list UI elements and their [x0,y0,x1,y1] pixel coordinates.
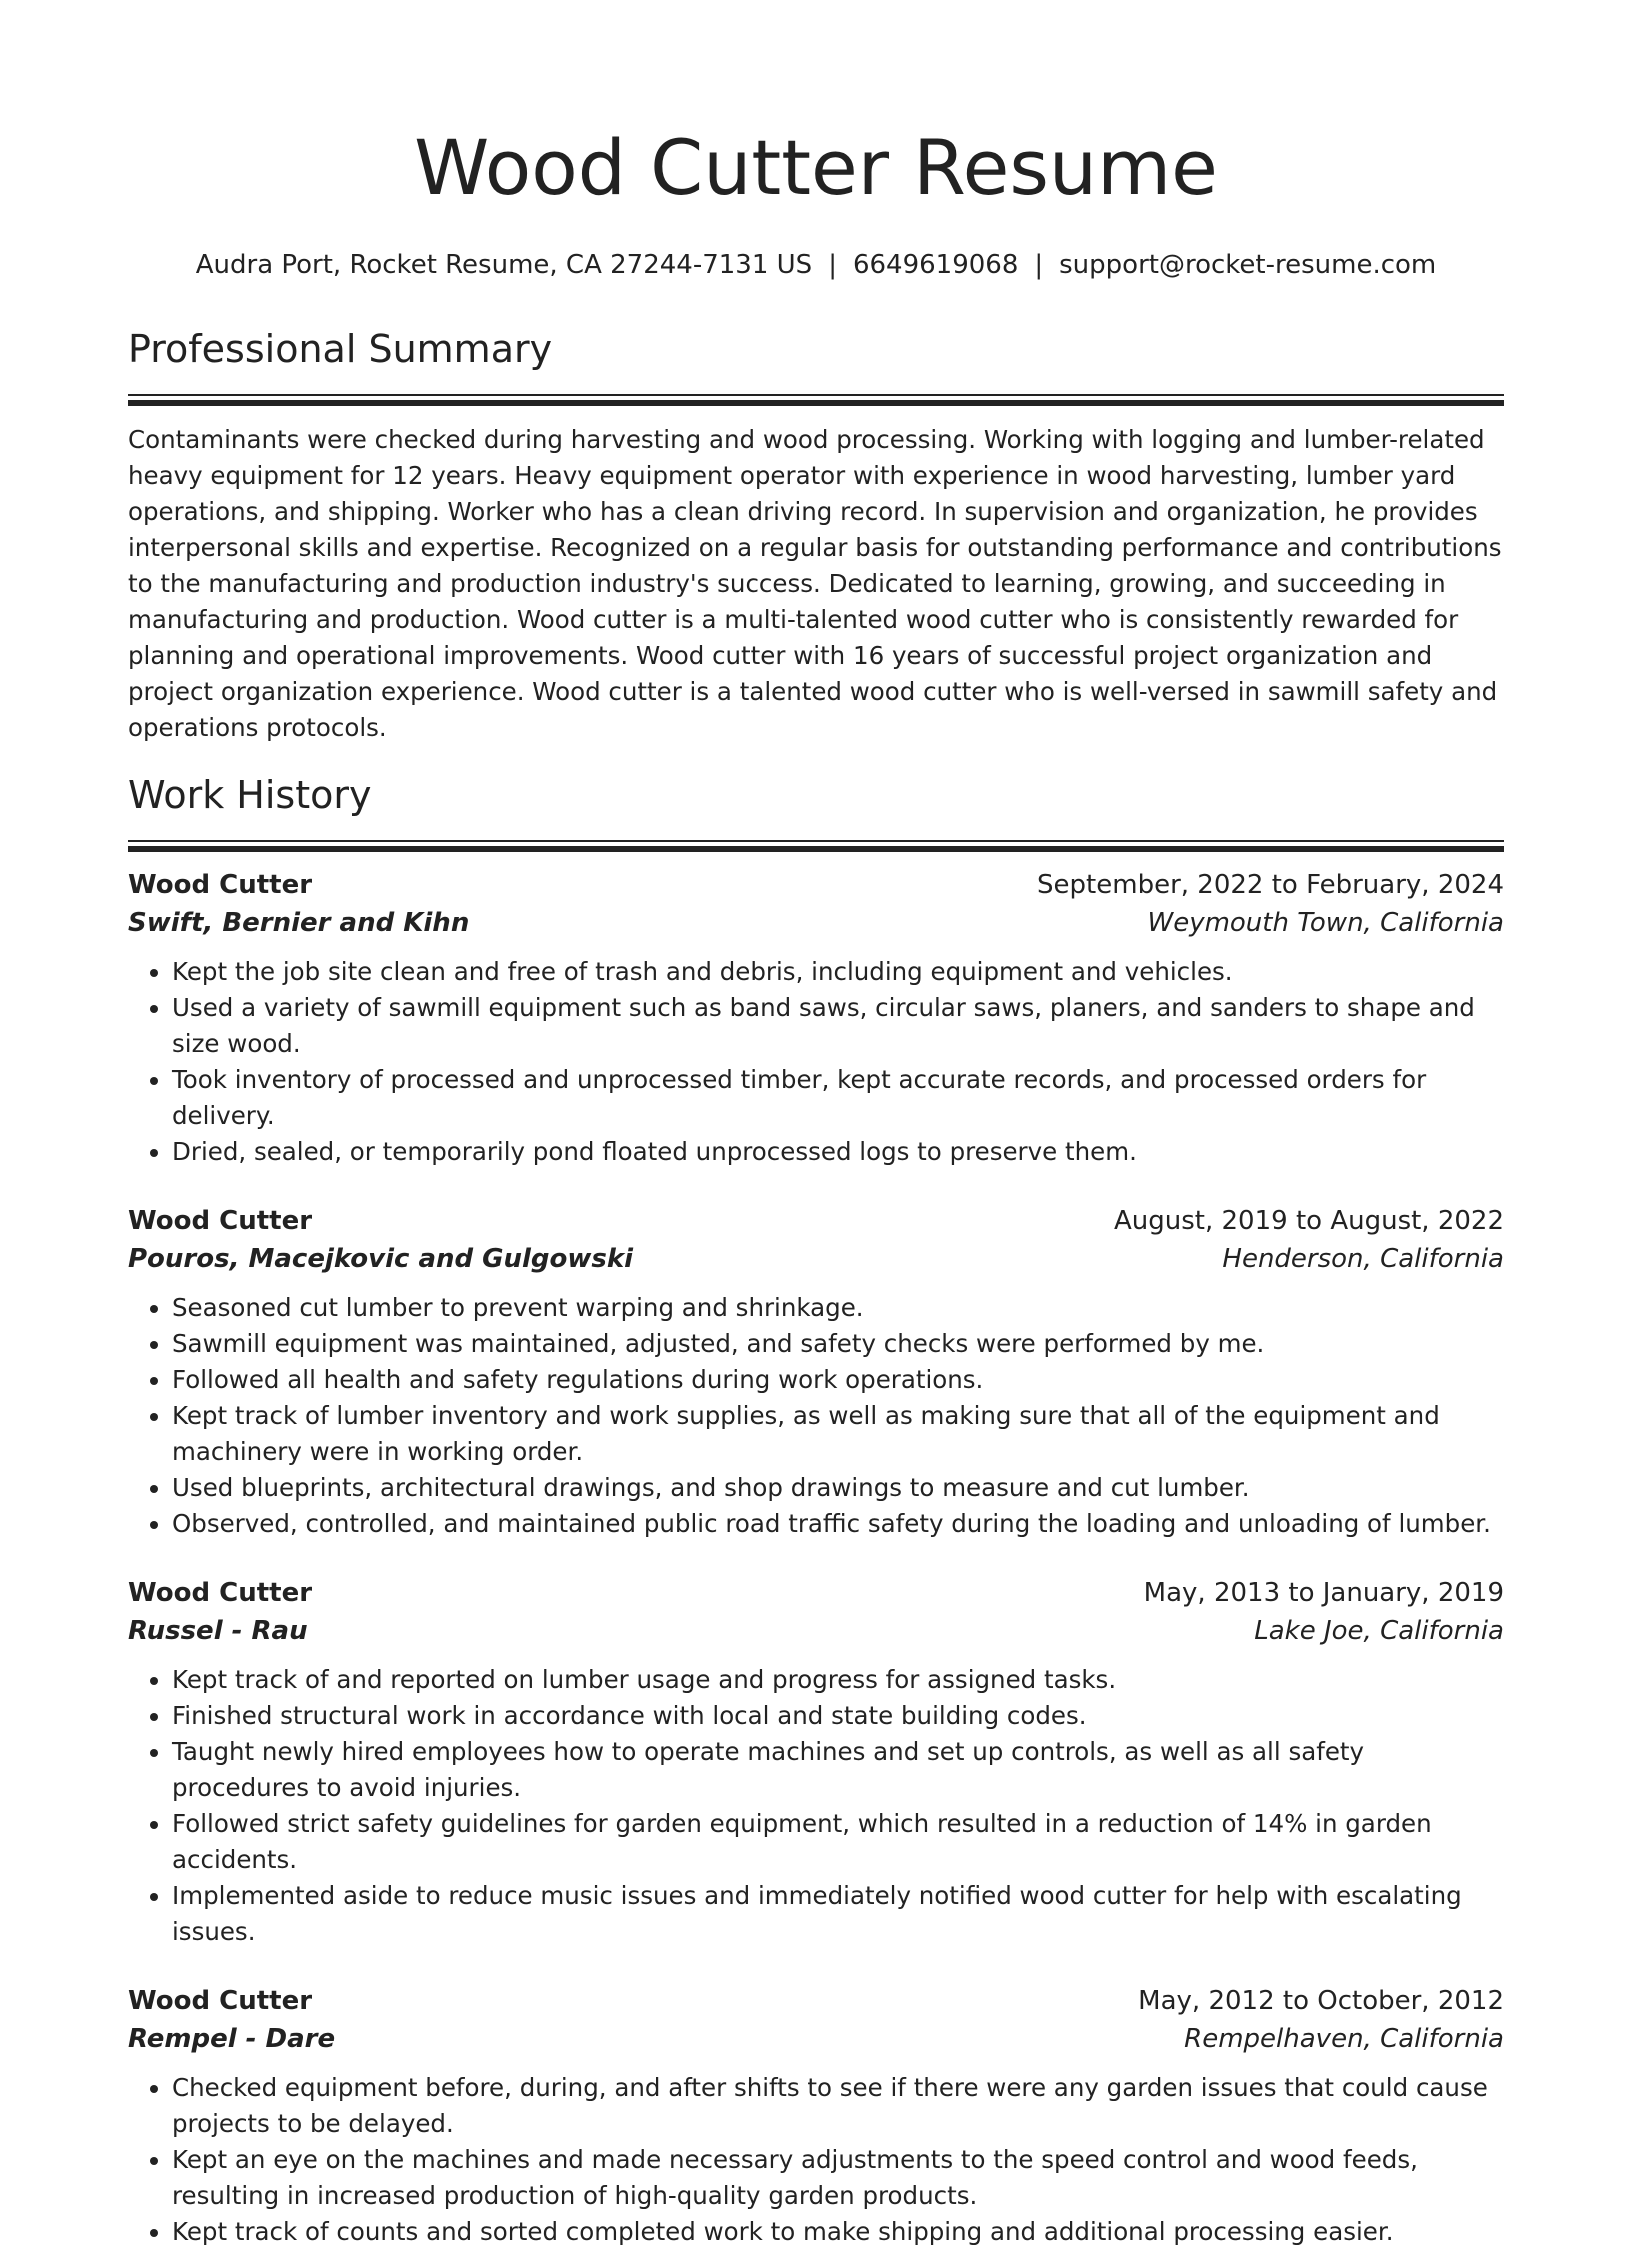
job-location: Weymouth Town, California [1147,908,1504,938]
job-location: Henderson, California [1222,1244,1504,1274]
job-entry [128,1574,1504,1950]
job-bullet: • Checked equipment before, during, and after shifts to see if there were any garden issues that could cause projects to be delayed. [172,2070,1504,2142]
summary-text: Contaminants were checked during harvesting and wood processing. Working with logging and lumber-related heavy equipment for 12 years. Heavy equipment operator with experience in wood harvesting, lumber yard operations, and shipping. Worker who has a clean driving record. In supervision and organization, he provides interpersonal skills and expertise. Recognized on a regular basis for outstanding performance and contributions to the manufacturing and production industry's success. Dedicated to learning, growing, and succeeding in manufacturing and production. Wood cutter is a multi-talented wood cutter who is consistently rewarded for planning and operational improvements. Wood cutter with 16 years of successful project organization and project organization experience. Wood cutter is a talented wood cutter who is well-versed in sawmill safety and operations protocols. [128,425,1502,742]
job-bullets [128,954,1504,1170]
job-title: Wood Cutter [128,1986,313,2016]
jobs-list [128,866,1504,2250]
job-bullet: • Dried, sealed, or temporarily pond floated unprocessed logs to preserve them. [172,1134,1504,1170]
job-bullet: • Kept the job site clean and free of trash and debris, including equipment and vehicles. [172,954,1504,990]
contact-separator: | [1034,250,1044,280]
job-location: Rempelhaven, California [1184,2024,1504,2054]
job-company: Rempel - Dare [128,2024,336,2054]
job-title: Wood Cutter [128,870,313,900]
job-bullet: • Observed, controlled, and maintained public road traffic safety during the loading and unloading of lumber. [172,1506,1504,1542]
job-entry [128,866,1504,1170]
contact-phone: 6649619068 [852,250,1019,280]
job-bullet: • Followed all health and safety regulations during work operations. [172,1362,1504,1398]
contact-separator: | [828,250,837,280]
job-dates: May, 2013 to January, 2019 [1143,1578,1504,1608]
job-company: Swift, Bernier and Kihn [128,908,470,938]
job-title: Wood Cutter [128,1578,313,1608]
job-bullet: • Kept track of lumber inventory and work supplies, as well as making sure that all of the equipment and machinery were in working order. [172,1398,1504,1470]
job-entry [128,1202,1504,1542]
job-bullets [128,1662,1504,1950]
job-bullet: • Sawmill equipment was maintained, adjusted, and safety checks were performed by me. [172,1326,1504,1362]
section-heading-work-history: Work History [128,773,372,817]
section-divider [128,394,1504,406]
contact-address: Audra Port, Rocket Resume, CA 27244-7131 US [195,250,813,280]
job-company: Russel - Rau [128,1616,308,1646]
job-bullet: • Used blueprints, architectural drawings, and shop drawings to measure and cut lumber. [172,1470,1504,1506]
job-bullets [128,1290,1504,1542]
job-bullet: • Took inventory of processed and unprocessed timber, kept accurate records, and processed orders for delivery. [172,1062,1504,1134]
job-bullet: • Used a variety of sawmill equipment such as band saws, circular saws, planers, and sanders to shape and size wood. [172,990,1504,1062]
work-history-section [128,773,1504,2250]
job-title: Wood Cutter [128,1206,313,1236]
job-bullet: • Implemented aside to reduce music issues and immediately notified wood cutter for help with escalating issues. [172,1878,1504,1950]
resume-page [128,0,1504,2250]
job-bullets [128,2070,1504,2250]
job-dates: September, 2022 to February, 2024 [1037,870,1504,900]
job-bullet: • Kept an eye on the machines and made necessary adjustments to the speed control and wood feeds, resulting in increased production of high-quality garden products. [172,2142,1504,2214]
resume-title: Wood Cutter Resume [414,123,1218,212]
job-company: Pouros, Macejkovic and Gulgowski [128,1244,634,1274]
job-dates: August, 2019 to August, 2022 [1114,1206,1504,1236]
job-bullet: • Seasoned cut lumber to prevent warping and shrinkage. [172,1290,1504,1326]
job-bullet: • Finished structural work in accordance with local and state building codes. [172,1698,1504,1734]
job-bullet: • Taught newly hired employees how to operate machines and set up controls, as well as all safety procedures to avoid injuries. [172,1734,1504,1806]
contact-email: support@rocket-resume.com [1059,250,1437,280]
section-heading-summary: Professional Summary [128,327,553,371]
job-dates: May, 2012 to October, 2012 [1138,1986,1504,2016]
job-location: Lake Joe, California [1254,1616,1504,1646]
job-bullet: • Followed strict safety guidelines for garden equipment, which resulted in a reduction of 14% in garden accidents. [172,1806,1504,1878]
job-entry [128,1982,1504,2250]
job-bullet: • Kept track of counts and sorted completed work to make shipping and additional processing easier. [172,2214,1504,2250]
job-bullet: • Kept track of and reported on lumber usage and progress for assigned tasks. [172,1662,1504,1698]
section-divider [128,840,1504,852]
contact-line [128,252,1504,278]
professional-summary-section [128,327,1504,746]
